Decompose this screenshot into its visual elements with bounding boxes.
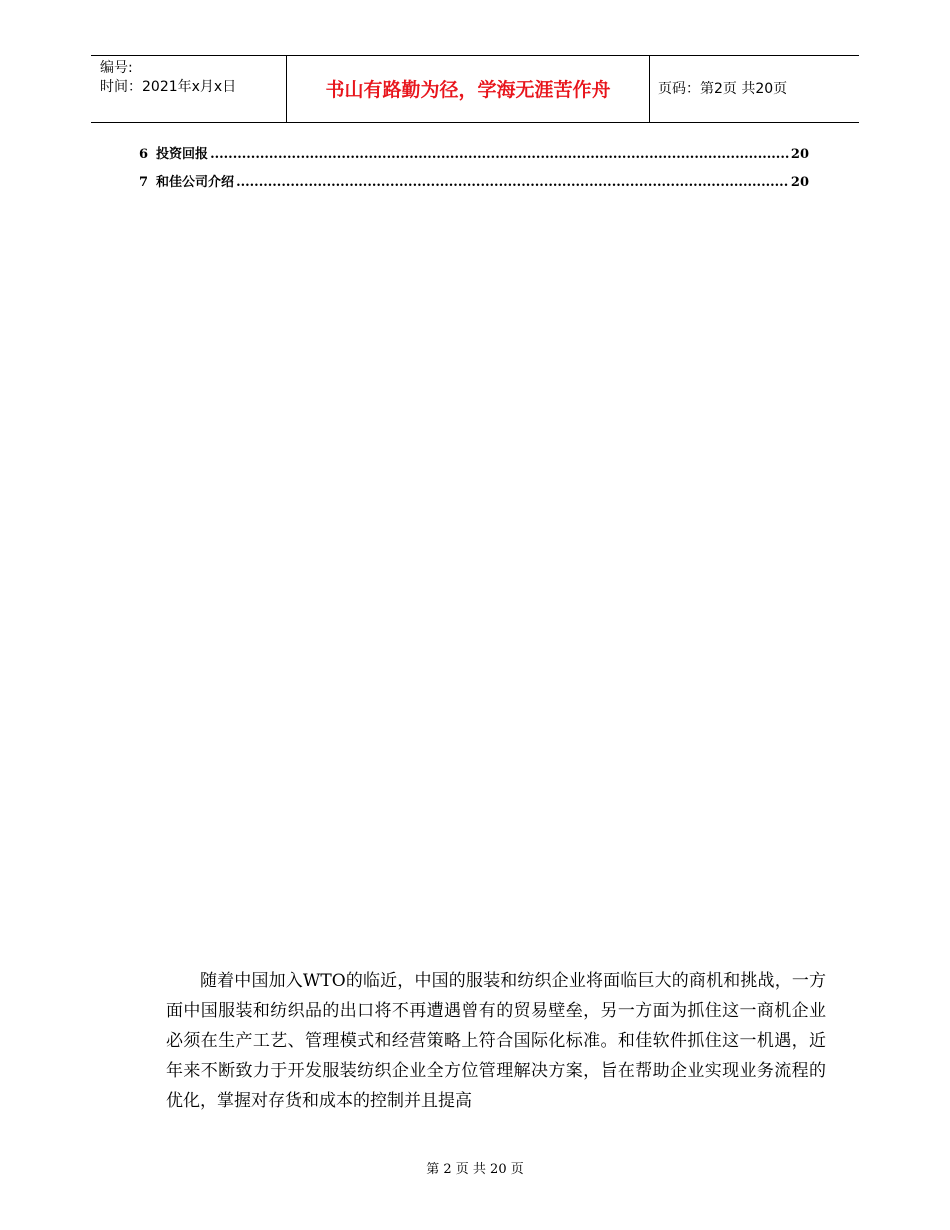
toc-item-title: 投资回报 [156, 147, 209, 162]
toc-item[interactable] [139, 143, 809, 171]
table-of-contents [139, 143, 809, 199]
header-page-cell [650, 56, 859, 122]
body-content [166, 966, 826, 1116]
toc-item-page: 20 [790, 147, 809, 162]
toc-item-number: 7 [139, 175, 149, 190]
page-header [91, 55, 859, 123]
toc-dot-leader [236, 175, 789, 190]
header-page-code: 页码：第2页 共20页 [658, 81, 788, 97]
document-time-label: 时间：2021年x月x日 [100, 79, 237, 95]
body-paragraph: 随着中国加入WTO的临近，中国的服装和纺织企业将面临巨大的商机和挑战，一方面中国服装和纺织品的出口将不再遭遇曾有的贸易壁垒，另一方面为抓住这一商机企业必须在生产工艺、管理模式和经营策略上符合国际化标准。和佳软件抓住这一机遇，近年来不断致力于开发服装纺织企业全方位管理解决方案，旨在帮助企业实现业务流程的优化，掌握对存货和成本的控制并且提高 [166, 971, 826, 1111]
header-motto-cell [287, 56, 650, 122]
toc-item-number: 6 [139, 147, 149, 162]
document-number-label: 编号: [100, 60, 133, 76]
page-footer: 第 2 页 共 20 页 [426, 1162, 524, 1177]
header-info-cell [91, 56, 287, 122]
toc-item[interactable] [139, 171, 809, 199]
toc-item-page: 20 [790, 175, 809, 190]
toc-dot-leader [210, 147, 789, 162]
toc-item-title: 和佳公司介绍 [156, 175, 235, 190]
motto-text: 书山有路勤为径，学海无涯苦作舟 [325, 79, 611, 101]
